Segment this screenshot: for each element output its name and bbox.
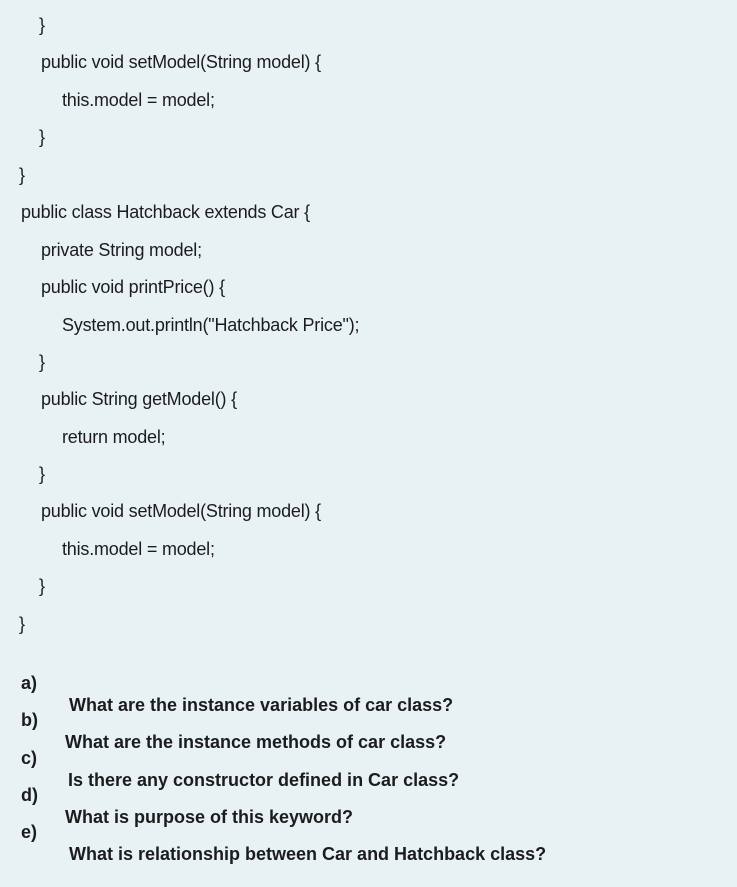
code-line: } (39, 352, 45, 372)
code-line: } (19, 614, 25, 634)
code-line: return model; (62, 427, 166, 447)
code-line: } (39, 127, 45, 147)
code-line: public void setModel(String model) { (41, 52, 321, 72)
question-text: What are the instance methods of car class? (65, 732, 447, 752)
code-line: } (39, 576, 45, 596)
question-letter: e) (21, 822, 38, 842)
code-line: this.model = model; (62, 90, 215, 110)
code-line: public void setModel(String model) { (41, 501, 321, 521)
question-letter: a) (21, 673, 38, 693)
question-letter: c) (21, 748, 38, 768)
question-text: Is there any constructor defined in Car class? (68, 770, 460, 790)
code-line: this.model = model; (62, 539, 215, 559)
code-line: } (39, 464, 45, 484)
code-line: public class Hatchback extends Car { (21, 202, 310, 222)
question-text: What are the instance variables of car class? (69, 695, 454, 715)
question-text: What is purpose of this keyword? (65, 807, 354, 827)
code-line: } (39, 15, 45, 35)
code-line: } (19, 165, 25, 185)
code-line: private String model; (41, 240, 202, 260)
code-line: public String getModel() { (41, 389, 237, 409)
question-letter: b) (21, 710, 38, 730)
question-text: What is relationship between Car and Hatchback class? (69, 844, 547, 864)
code-line: System.out.println("Hatchback Price"); (62, 315, 360, 335)
question-letter: d) (21, 785, 38, 805)
code-line: public void printPrice() { (41, 277, 225, 297)
